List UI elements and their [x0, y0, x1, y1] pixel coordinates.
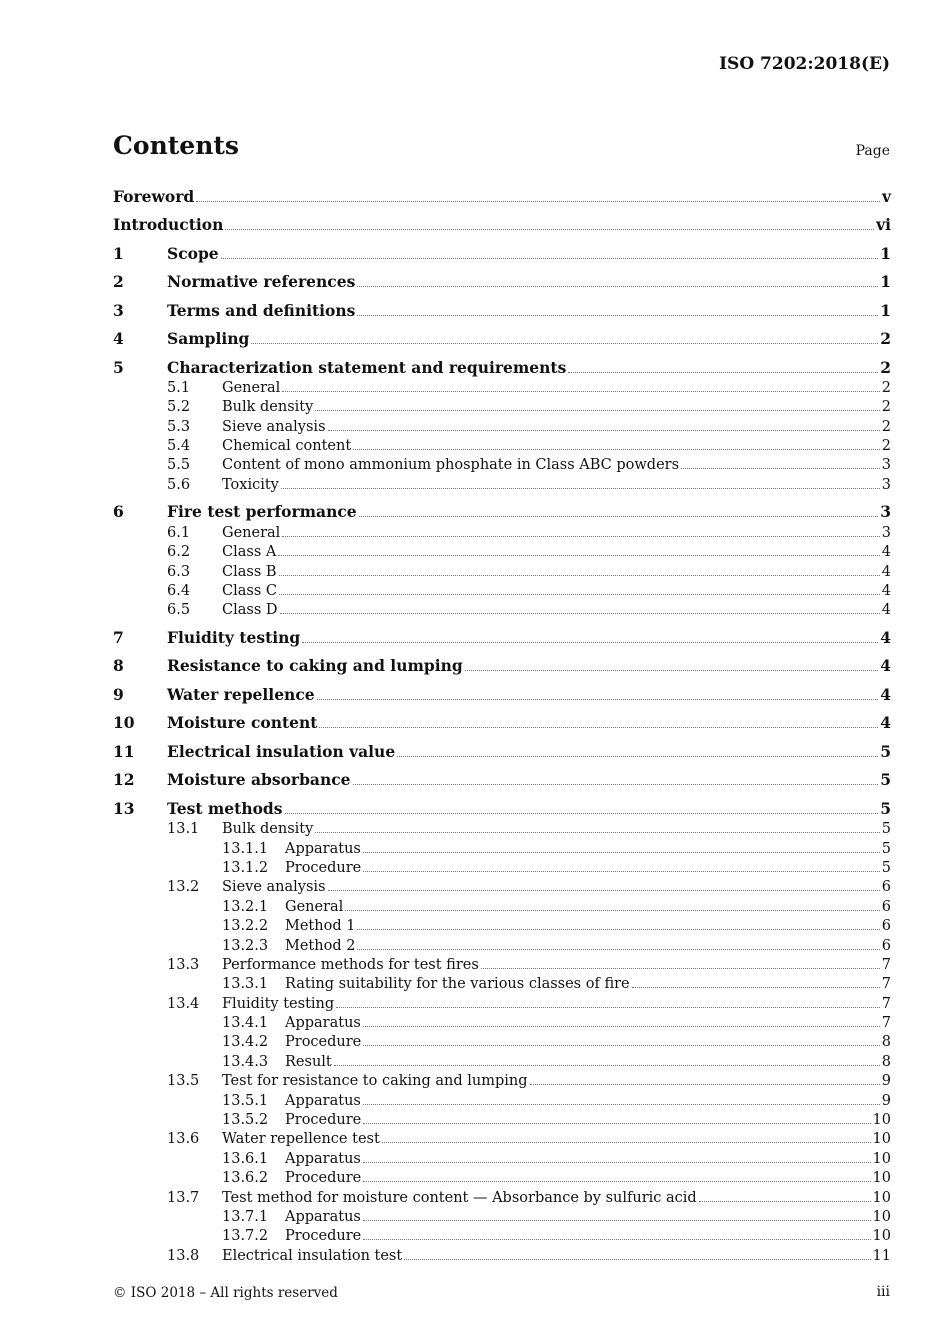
toc-entry[interactable] — [113, 521, 891, 540]
toc-entry-title: Method 1 — [285, 918, 356, 935]
toc-entry-number: 5.1 — [167, 379, 191, 396]
dot-leader — [363, 1026, 880, 1027]
toc-entry-page: 4 — [881, 544, 891, 561]
toc-entry-number: 13.8 — [167, 1247, 200, 1264]
dot-leader — [357, 949, 879, 950]
dot-leader — [353, 784, 879, 785]
toc-entry-page: 10 — [872, 1189, 891, 1206]
toc-entry-page: 10 — [872, 1228, 891, 1245]
toc-entry-title: Procedure — [285, 1170, 362, 1187]
toc-entry-title: General — [285, 898, 344, 915]
toc-entry-page: 7 — [881, 1015, 891, 1032]
toc-entry-number: 13.6.1 — [222, 1150, 269, 1167]
toc-entry-number: 13.4.3 — [222, 1053, 269, 1070]
toc-entry[interactable] — [113, 1167, 891, 1186]
toc-entry-title: Test method for moisture content — Absorbance by sulfuric acid — [222, 1189, 697, 1206]
toc-entry[interactable] — [113, 739, 891, 761]
toc-entry-title: Procedure — [285, 1034, 362, 1051]
toc-entry-title: Class D — [222, 602, 278, 619]
dot-leader — [315, 410, 879, 411]
toc-entry[interactable] — [113, 560, 891, 579]
toc-entry-page: 1 — [880, 243, 891, 263]
dot-leader — [225, 229, 874, 230]
toc-entry-page: 4 — [880, 713, 891, 733]
toc-entry-page: 5 — [880, 770, 891, 790]
toc-entry-title: Test for resistance to caking and lumping — [222, 1073, 528, 1090]
toc-entry[interactable] — [113, 895, 891, 914]
toc-entry-title: Fluidity testing — [167, 627, 301, 647]
toc-entry-page: vi — [876, 215, 891, 234]
toc-entry[interactable] — [113, 1031, 891, 1050]
toc-entry[interactable] — [113, 1012, 891, 1031]
toc-entry-number: 10 — [113, 713, 135, 733]
toc-entry-number: 13.2.3 — [222, 937, 269, 954]
toc-entry-number: 3 — [113, 300, 124, 320]
toc-entry-page: 2 — [881, 418, 891, 435]
dot-leader — [281, 488, 880, 489]
toc-entry-number: 9 — [113, 684, 124, 704]
footer-page-number: iii — [876, 1284, 890, 1300]
toc-entry[interactable] — [113, 599, 891, 618]
toc-entry-number: 6.5 — [167, 602, 191, 619]
dot-leader — [278, 555, 879, 556]
toc-entry-page: 8 — [881, 1053, 891, 1070]
toc-entry[interactable] — [113, 327, 891, 349]
toc-entry[interactable] — [113, 184, 891, 206]
toc-entry-title: Method 2 — [285, 937, 356, 954]
toc-entry-number: 13.2.1 — [222, 898, 269, 915]
toc-entry-number: 13.6.2 — [222, 1170, 269, 1187]
toc-entry-number: 5 — [113, 357, 124, 377]
toc-entry-number: 6.4 — [167, 582, 191, 599]
toc-entry[interactable] — [113, 541, 891, 560]
toc-entry-page: 5 — [881, 840, 891, 857]
dot-leader — [319, 727, 878, 728]
dot-leader — [681, 468, 880, 469]
dot-leader — [481, 968, 880, 969]
dot-leader — [363, 1239, 870, 1240]
toc-entry-title: General — [222, 524, 281, 541]
toc-entry-number: 13.6 — [167, 1131, 200, 1148]
toc-entry-page: 2 — [880, 357, 891, 377]
toc-entry-title: Test methods — [167, 798, 283, 818]
toc-entry-title: Procedure — [285, 1228, 362, 1245]
dot-leader — [359, 516, 879, 517]
toc-entry-page: 5 — [880, 741, 891, 761]
toc-entry-title: Moisture content — [167, 713, 318, 733]
toc-entry-title: Bulk density — [222, 399, 314, 416]
toc-entry-page: 10 — [872, 1170, 891, 1187]
dot-leader — [317, 699, 879, 700]
toc-entry-number: 13 — [113, 798, 135, 818]
dot-leader — [328, 890, 880, 891]
toc-entry-page: 2 — [881, 438, 891, 455]
toc-entry[interactable] — [113, 876, 891, 895]
toc-entry[interactable] — [113, 625, 891, 647]
toc-entry-title: Toxicity — [222, 476, 279, 493]
toc-entry-number: 5.3 — [167, 418, 191, 435]
toc-entry-page: 6 — [881, 918, 891, 935]
toc-entry[interactable] — [113, 954, 891, 973]
toc-entry-title: Sieve analysis — [222, 879, 326, 896]
toc-entry-number: 13.1 — [167, 821, 200, 838]
toc-entry-number: 2 — [113, 272, 124, 291]
toc-entry-title: Characterization statement and requirements — [167, 357, 567, 377]
toc-entry-title: Introduction — [113, 215, 224, 234]
dot-leader — [465, 670, 879, 671]
toc-entry-title: Apparatus — [285, 1015, 361, 1032]
toc-entry[interactable] — [113, 857, 891, 876]
toc-entry-title: Class C — [222, 582, 277, 599]
toc-entry-number: 13.5 — [167, 1073, 200, 1090]
dot-leader — [357, 286, 878, 287]
toc-entry-number: 6.1 — [167, 524, 191, 541]
toc-entry-title: Water repellence test — [222, 1131, 380, 1148]
toc-entry-page: 11 — [872, 1247, 891, 1264]
toc-entry-page: 3 — [881, 457, 891, 474]
toc-entry-number: 13.5.1 — [222, 1092, 269, 1109]
toc-entry[interactable] — [113, 818, 891, 837]
toc-entry[interactable] — [113, 500, 891, 522]
toc-entry[interactable] — [113, 1070, 891, 1089]
dot-leader — [357, 929, 879, 930]
toc-entry[interactable] — [113, 415, 891, 434]
dot-leader — [345, 910, 879, 911]
toc-entry[interactable] — [113, 934, 891, 953]
toc-entry-title: Class B — [222, 563, 277, 580]
toc-entry[interactable] — [113, 377, 891, 396]
toc-entry-page: 2 — [881, 379, 891, 396]
toc-entry[interactable] — [113, 1147, 891, 1166]
toc-entry-title: Fire test performance — [167, 502, 357, 522]
toc-entry[interactable] — [113, 973, 891, 992]
toc-entry-page: 3 — [881, 476, 891, 493]
toc-entry-page: 8 — [881, 1034, 891, 1051]
toc-entry-title: Foreword — [113, 186, 195, 206]
toc-entry-title: Rating suitability for the various classes of fire — [285, 976, 630, 993]
toc-entry-title: Scope — [167, 243, 219, 263]
toc-entry[interactable] — [113, 915, 891, 934]
toc-entry-page: 1 — [880, 300, 891, 320]
dot-leader — [404, 1259, 870, 1260]
toc-entry-number: 13.1.2 — [222, 859, 269, 876]
dot-leader — [196, 201, 880, 202]
toc-entry-title: Electrical insulation value — [167, 741, 396, 761]
toc-entry[interactable] — [113, 1128, 891, 1147]
toc-entry-title: Sampling — [167, 329, 250, 348]
dot-leader — [382, 1142, 871, 1143]
dot-leader — [530, 1084, 880, 1085]
dot-leader — [363, 1220, 871, 1221]
footer-copyright: © ISO 2018 – All rights reserved — [113, 1285, 338, 1301]
dot-leader — [279, 575, 880, 576]
toc-entry-page: 4 — [881, 602, 891, 619]
toc-entry-page: 7 — [881, 976, 891, 993]
toc-entry-page: 9 — [881, 1092, 891, 1109]
toc-entry-number: 13.7.2 — [222, 1228, 269, 1245]
toc-entry-title: Apparatus — [285, 1209, 361, 1225]
toc-entry-number: 13.3 — [167, 956, 200, 973]
toc-entry-page: 4 — [881, 563, 891, 580]
toc-entry-title: Water repellence — [167, 684, 315, 704]
toc-entry-title: Chemical content — [222, 438, 352, 455]
toc-entry[interactable] — [113, 580, 891, 599]
toc-entry-page: 9 — [881, 1073, 891, 1090]
toc-entry[interactable] — [113, 768, 891, 790]
toc-entry[interactable] — [113, 355, 891, 377]
toc-entry-number: 4 — [113, 329, 124, 348]
toc-entry[interactable] — [113, 992, 891, 1011]
dot-leader — [334, 1065, 880, 1066]
toc-entry-number: 11 — [113, 741, 135, 761]
toc-entry[interactable] — [113, 711, 891, 733]
toc-entry-title: Resistance to caking and lumping — [167, 656, 463, 676]
toc-entry-title: Content of mono ammonium phosphate in Class ABC powders — [222, 457, 680, 474]
dot-leader — [363, 871, 880, 872]
toc-entry-number: 6.3 — [167, 563, 191, 580]
toc-entry[interactable] — [113, 1089, 891, 1108]
toc-entry[interactable] — [113, 1050, 891, 1069]
dot-leader — [282, 536, 879, 537]
dot-leader — [699, 1201, 871, 1202]
toc-entry-title: Result — [285, 1053, 332, 1070]
toc-entry-number: 8 — [113, 656, 124, 676]
toc-entry[interactable] — [113, 298, 891, 320]
toc-entry-title: Apparatus — [285, 1150, 361, 1167]
toc-entry[interactable] — [113, 796, 891, 818]
dot-leader — [357, 315, 878, 316]
document-standard-number: ISO 7202:2018(E) — [719, 54, 890, 74]
toc-entry-page: v — [881, 186, 891, 206]
toc-entry-page: 4 — [880, 656, 891, 676]
toc-entry-page: 6 — [881, 937, 891, 954]
dot-leader — [336, 1007, 880, 1008]
toc-entry-title: Fluidity testing — [222, 995, 335, 1012]
toc-entry-number: 5.5 — [167, 457, 191, 474]
dot-leader — [363, 1104, 880, 1105]
toc-entry-number: 13.7.1 — [222, 1209, 269, 1225]
dot-leader — [279, 594, 880, 595]
toc-entry[interactable] — [113, 213, 891, 235]
toc-entry[interactable] — [113, 1244, 891, 1263]
toc-entry-title: Moisture absorbance — [167, 770, 351, 790]
toc-entry-page: 3 — [880, 502, 891, 522]
toc-entry-number: 5.6 — [167, 476, 191, 493]
toc-entry[interactable] — [113, 270, 891, 292]
toc-entry[interactable] — [113, 837, 891, 856]
toc-entry-title: Procedure — [285, 859, 362, 876]
toc-entry-title: Performance methods for test fires — [222, 956, 479, 973]
toc-entry-page: 4 — [880, 627, 891, 647]
dot-leader — [397, 756, 878, 757]
toc-entry-number: 6.2 — [167, 544, 191, 561]
toc-entry-page: 5 — [881, 821, 891, 838]
toc-entry-title: Class A — [222, 544, 277, 561]
dot-leader — [328, 430, 880, 431]
dot-leader — [568, 372, 878, 373]
dot-leader — [363, 1045, 880, 1046]
contents-title: Contents — [113, 131, 240, 160]
dot-leader — [353, 449, 880, 450]
toc-entry-title: Normative references — [167, 272, 356, 291]
toc-entry-number: 13.4.2 — [222, 1034, 269, 1051]
toc-entry-page: 4 — [881, 582, 891, 599]
toc-entry-page: 3 — [881, 524, 891, 541]
dot-leader — [632, 987, 880, 988]
toc-entry-page: 1 — [880, 272, 891, 291]
toc-entry-number: 13.1.1 — [222, 840, 269, 857]
toc-entry-page: 10 — [872, 1150, 891, 1167]
toc-entry-number: 5.4 — [167, 438, 191, 455]
toc-entry[interactable] — [113, 454, 891, 473]
toc-entry[interactable] — [113, 682, 891, 704]
page-column-label: Page — [855, 143, 890, 159]
toc-entry-title: Apparatus — [285, 840, 361, 857]
toc-entry-page: 10 — [872, 1131, 891, 1148]
toc-entry[interactable] — [113, 396, 891, 415]
toc-entry[interactable] — [113, 435, 891, 454]
dot-leader — [363, 1181, 870, 1182]
dot-leader — [285, 813, 879, 814]
dot-leader — [363, 852, 880, 853]
toc-entry-page: 10 — [872, 1112, 891, 1129]
toc-entry-number: 13.7 — [167, 1189, 200, 1206]
toc-entry[interactable] — [113, 1225, 891, 1244]
toc-entry-number: 12 — [113, 770, 135, 790]
toc-entry-number: 6 — [113, 502, 124, 522]
toc-entry-title: Terms and definitions — [167, 300, 356, 320]
dot-leader — [280, 613, 880, 614]
table-of-contents — [113, 184, 891, 1264]
toc-entry-page: 10 — [872, 1209, 891, 1225]
dot-leader — [315, 832, 879, 833]
toc-entry[interactable] — [113, 473, 891, 492]
toc-entry-number: 13.4 — [167, 995, 200, 1012]
toc-entry-page: 7 — [881, 995, 891, 1012]
toc-entry-page: 5 — [880, 798, 891, 818]
toc-entry-title: Sieve analysis — [222, 418, 326, 435]
toc-entry-page: 5 — [881, 859, 891, 876]
toc-entry-title: Electrical insulation test — [222, 1247, 403, 1264]
toc-entry[interactable] — [113, 1109, 891, 1128]
toc-entry[interactable] — [113, 1206, 891, 1225]
toc-entry[interactable] — [113, 1186, 891, 1205]
toc-entry-number: 13.3.1 — [222, 976, 269, 993]
toc-entry-page: 2 — [881, 399, 891, 416]
toc-entry-title: Apparatus — [285, 1092, 361, 1109]
dot-leader — [221, 258, 879, 259]
toc-entry-number: 13.4.1 — [222, 1015, 269, 1032]
dot-leader — [363, 1123, 870, 1124]
dot-leader — [251, 343, 878, 344]
toc-entry-title: Bulk density — [222, 821, 314, 838]
toc-entry-number: 13.2 — [167, 879, 200, 896]
toc-entry-page: 4 — [880, 684, 891, 704]
toc-entry-title: General — [222, 379, 281, 396]
toc-entry-number: 1 — [113, 243, 124, 263]
toc-entry-title: Procedure — [285, 1112, 362, 1129]
dot-leader — [302, 642, 878, 643]
toc-entry-page: 6 — [881, 879, 891, 896]
toc-entry-number: 5.2 — [167, 399, 191, 416]
toc-entry-number: 7 — [113, 627, 124, 647]
toc-entry[interactable] — [113, 654, 891, 676]
toc-entry[interactable] — [113, 241, 891, 263]
toc-entry-number: 13.5.2 — [222, 1112, 269, 1129]
dot-leader — [363, 1162, 871, 1163]
dot-leader — [282, 391, 879, 392]
toc-entry-page: 7 — [881, 956, 891, 973]
toc-entry-page: 2 — [880, 329, 891, 348]
toc-entry-page: 6 — [881, 898, 891, 915]
toc-entry-number: 13.2.2 — [222, 918, 269, 935]
